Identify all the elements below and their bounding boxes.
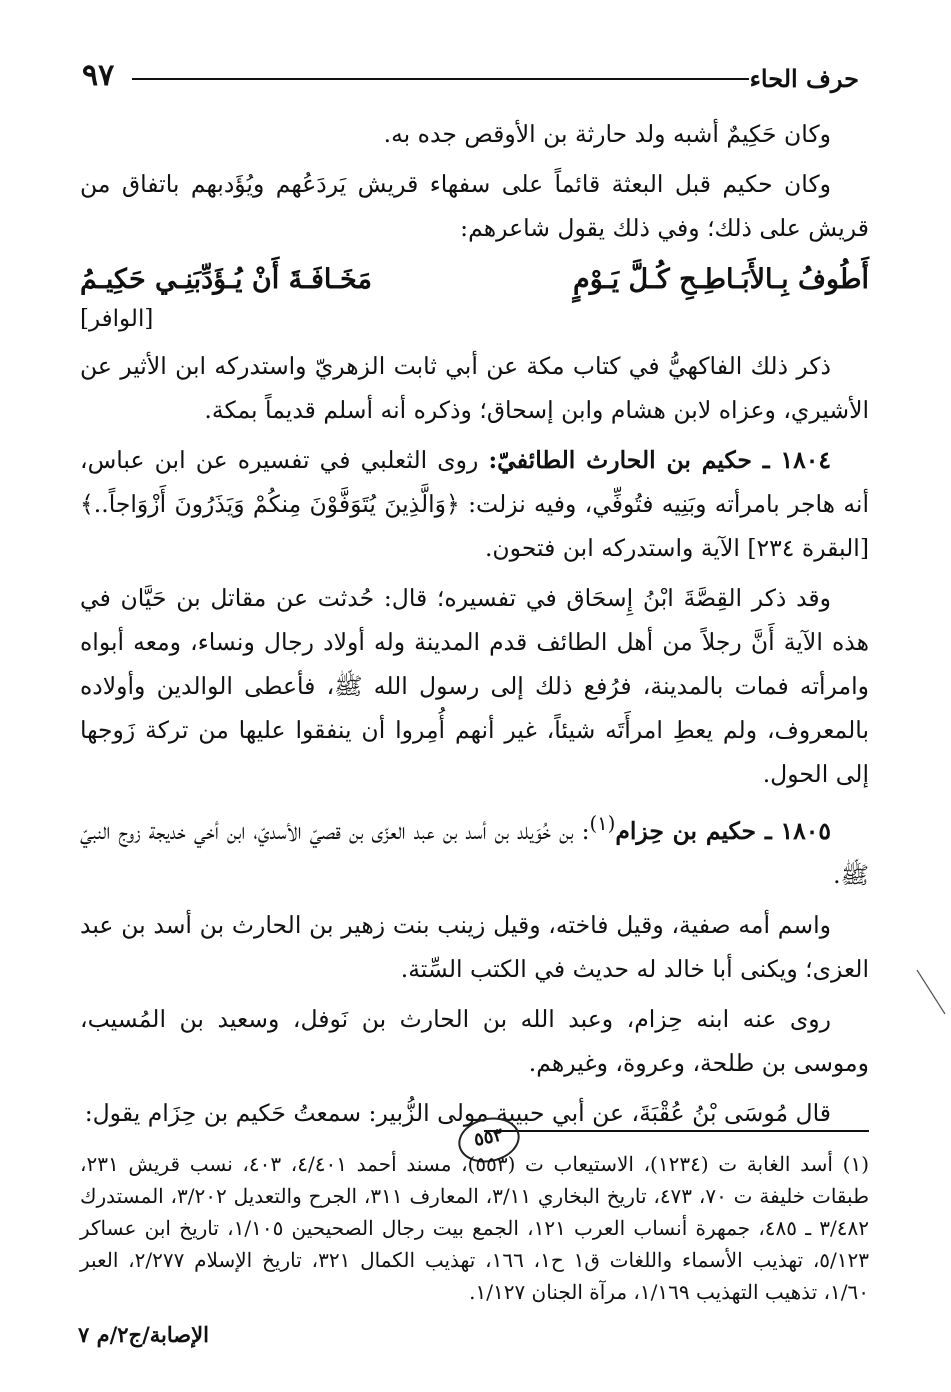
entry-1804-heading: ١٨٠٤ ـ حكيم بن الحارث الطائفيّ: [488,446,832,474]
entry-1804 [80,438,869,570]
page-header [82,58,859,98]
paragraph-fakihi-source: ذكر ذلك الفاكهيُّ في كتاب مكة عن أبي ثابت الزهريّ واستدركه ابن الأثير عن الأشيري، وعزاه لابن هشام وابن إسحاق؛ وذكره أنه أسلم قديماً بمكة. [80,352,869,424]
entry-1805 [80,802,869,897]
header-rule [132,78,749,80]
poem-meter: [الوافر] [80,306,154,332]
footnote-marker: (١) [589,812,616,835]
paragraph-hakim-resemblance: وكان حَكِيمٌ أشبه ولد حارثة بن الأوقص جده به. [383,120,831,148]
verse-first-hemistich: أَطُوفُ بِـالأَبَـاطِـحِ كُـلَّ يَـوْمٍ [573,264,869,295]
paragraph-ibn-ishaq-story: وقد ذكر القِصَّةَ ابْنُ إِسحَاق في تفسيره؛ قال: حُدثت عن مقاتل بن حَيَّان في هذه الآية أَنَّ رجلاً من أهل الطائف قدم المدينة وله أولاد رجال ونساء، ومعه أبواه وامرأته فمات بالمدينة، فرُفع ذلك إلى رسول الله ﷺ، فأعطى الوالدين وأولاده بالمعروف، ولم يعطِ امرأَتَه شيئاً، غير أنهم أُمِروا أن ينفقوا عليها من تركة زَوجها إلى الحول. [80,584,869,788]
page-body [80,112,869,1141]
paragraph-musa-ibn-uqba: قال مُوسَى بْنُ عُقْبَةَ، عن أبي حبيبة مولى الزُّبير: سمعتُ حَكيم بن حِزَام يقول: [84,1098,831,1127]
handwritten-stamp: ٥٥٣ [454,1112,524,1168]
paragraph-narrators: روى عنه ابنه حِزام، وعبد الله بن الحارث بن نَوفل، وسعيد بن المُسيب، وموسى بن طلحة، وعروة، وغيرهم. [80,1004,869,1077]
entry-1804-text: روى الثعلبي في تفسيره عن ابن عباس، أنه هاجر بامرأته وبَنِيه فتُوفِّي، وفيه نزلت: ﴿وَالَّذِينَ يُتَوَفَّوْنَ مِنكُمْ وَيَذَرُونَ أَزْوَاجاً..﴾ [البقرة ٢٣٤] الآية واستدركه ابن فتحون. [80,446,869,562]
footnote-1: (١) أسد الغابة ت (١٢٣٤)، الاستيعاب ت (٥٥٣)، مسند أحمد ٤/٤٠١، ٤٠٣، نسب قريش ٢٣١، طبقات خليفة ت ٧٠، ٤٧٣، تاريخ البخاري ٣/١١، المعارف ٣١١، الجرح والتعديل ٣/٢٠٢، المستدرك ٣/٤٨٢ ـ ٤٨٥، جمهرة أنساب العرب ١٢١، الجمع بيت رجال الصحيحين ١/١٠٥، تاريخ ابن عساكر ٥/١٢٣، تهذيب الأسماء واللغات ق١ ح١، ١٦٦، تهذيب الكمال ٣٢١، تاريخ الإسلام ٢/٢٧٧، العبر ١/٦٠، تذهيب التهذيب ١/١٦٩، مرآة الجنان ١/١٢٧. [80,1152,870,1304]
paragraph-mother-name: واسم أمه صفية، وقيل فاخته، وقيل زينب بنت زهير بن الحارث بن أسد بن عبد العزى؛ ويكنى أبا خالد له حديث في الكتب السِّتة. [80,910,869,983]
footnotes [80,1148,869,1308]
verse-second-hemistich: مَخَـافَـةَ أَنْ يُـؤَدِّبَنِـي حَكِيـمُ [80,264,372,295]
volume-signature: الإصابة/ج٢/م ٧ [78,1322,209,1347]
poem-verse [80,256,869,304]
page-number: ٩٧ [82,58,115,93]
footnote-separator [484,1130,869,1132]
entry-1805-text: : بن خُوَيلد بن أسد بن عبد العزّى بن قصيّ الأسديّ، ابن أخي خديجة زوج النبيّ ﷺ. [80,816,869,889]
margin-pen-mark [915,968,949,1018]
paragraph-hakim-before-mission: وكان حكيم قبل البعثة قائماً على سفهاء قريش يَردَعُهم ويُؤَدبهم باتفاق من قريش على ذلك؛ وفي ذلك يقول شاعرهم: [80,170,869,242]
entry-1805-heading: ١٨٠٥ ـ حكيم بن حِزام [615,816,831,845]
running-title: حرف الحاء [749,64,859,93]
